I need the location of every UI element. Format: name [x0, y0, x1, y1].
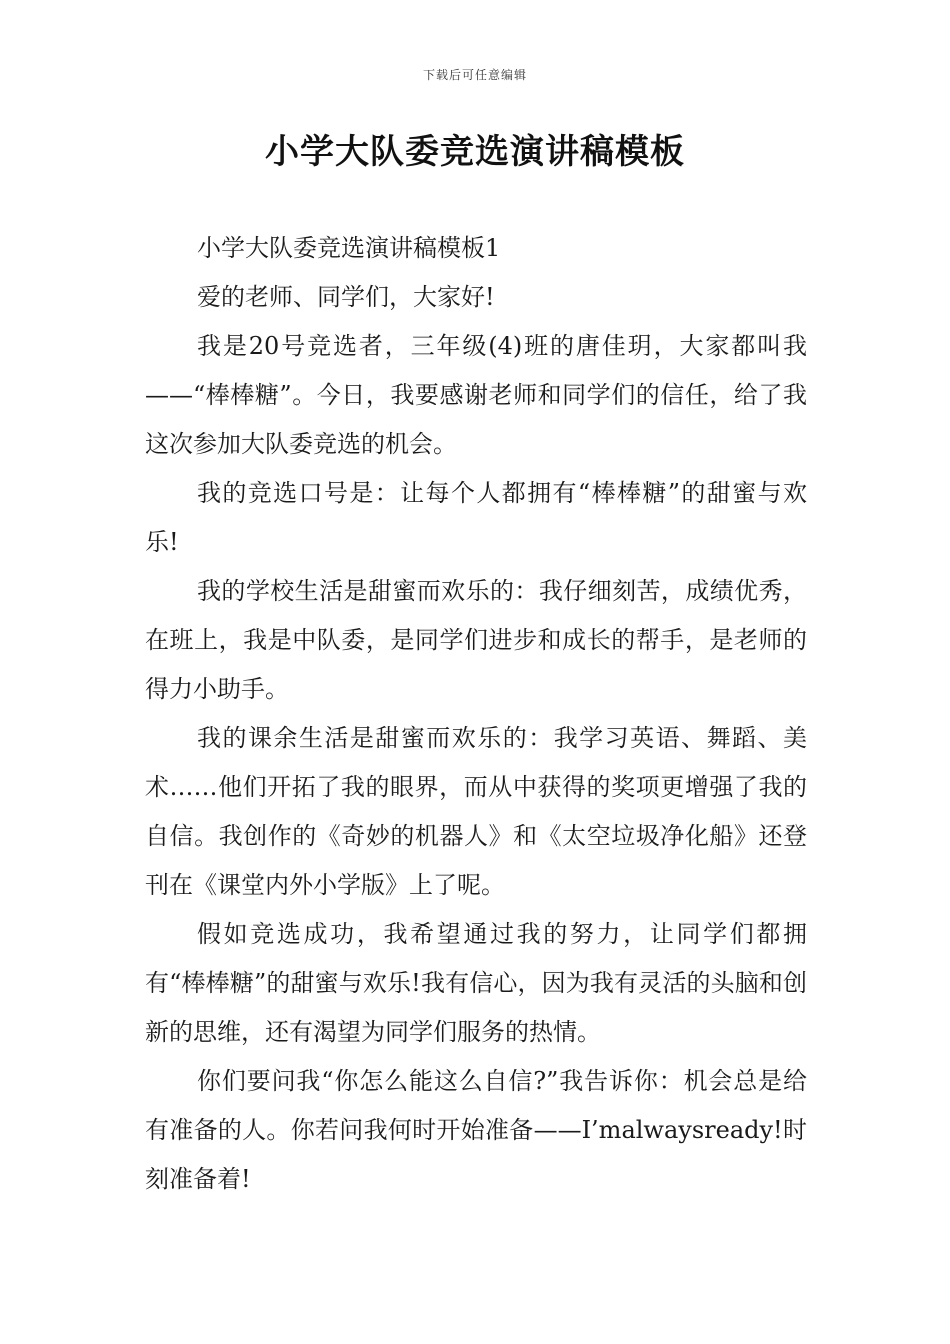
- paragraph-subtitle: 小学大队委竞选演讲稿模板1: [197, 234, 501, 262]
- paragraph-if-elected: 假如竞选成功，我希望通过我的努力，让同学们都拥有“棒棒糖”的甜蜜与欢乐!我有信心，因为我有灵活的头脑和创新的思维，还有渴望为同学们服务的热情。: [145, 920, 807, 1046]
- paragraph-intro: 我是20号竞选者，三年级(4)班的唐佳玥，大家都叫我——“棒棒糖”。今日，我要感谢老师和同学们的信任，给了我这次参加大队委竞选的机会。: [145, 332, 807, 458]
- paragraph-confidence: 你们要问我“你怎么能这么自信?”我告诉你：机会总是给有准备的人。你若问我何时开始准备——I’malwaysready!时刻准备着!: [145, 1067, 807, 1193]
- header-note: 下载后可任意编辑: [422, 68, 527, 82]
- paragraph-extracurricular: 我的课余生活是甜蜜而欢乐的：我学习英语、舞蹈、美术……他们开拓了我的眼界，而从中获得的奖项更增强了我的自信。我创作的《奇妙的机器人》和《太空垃圾净化船》还登刊在《课堂内外小学版》上了呢。: [145, 724, 807, 899]
- paragraph-greeting: 爱的老师、同学们，大家好!: [197, 283, 495, 311]
- paragraph-slogan: 我的竞选口号是：让每个人都拥有“棒棒糖”的甜蜜与欢乐!: [145, 479, 807, 556]
- document-title: 小学大队委竞选演讲稿模板: [265, 132, 685, 172]
- document-body: [145, 224, 807, 1204]
- paragraph-school-life: 我的学校生活是甜蜜而欢乐的：我仔细刻苦，成绩优秀，在班上，我是中队委，是同学们进步和成长的帮手，是老师的得力小助手。: [145, 577, 807, 703]
